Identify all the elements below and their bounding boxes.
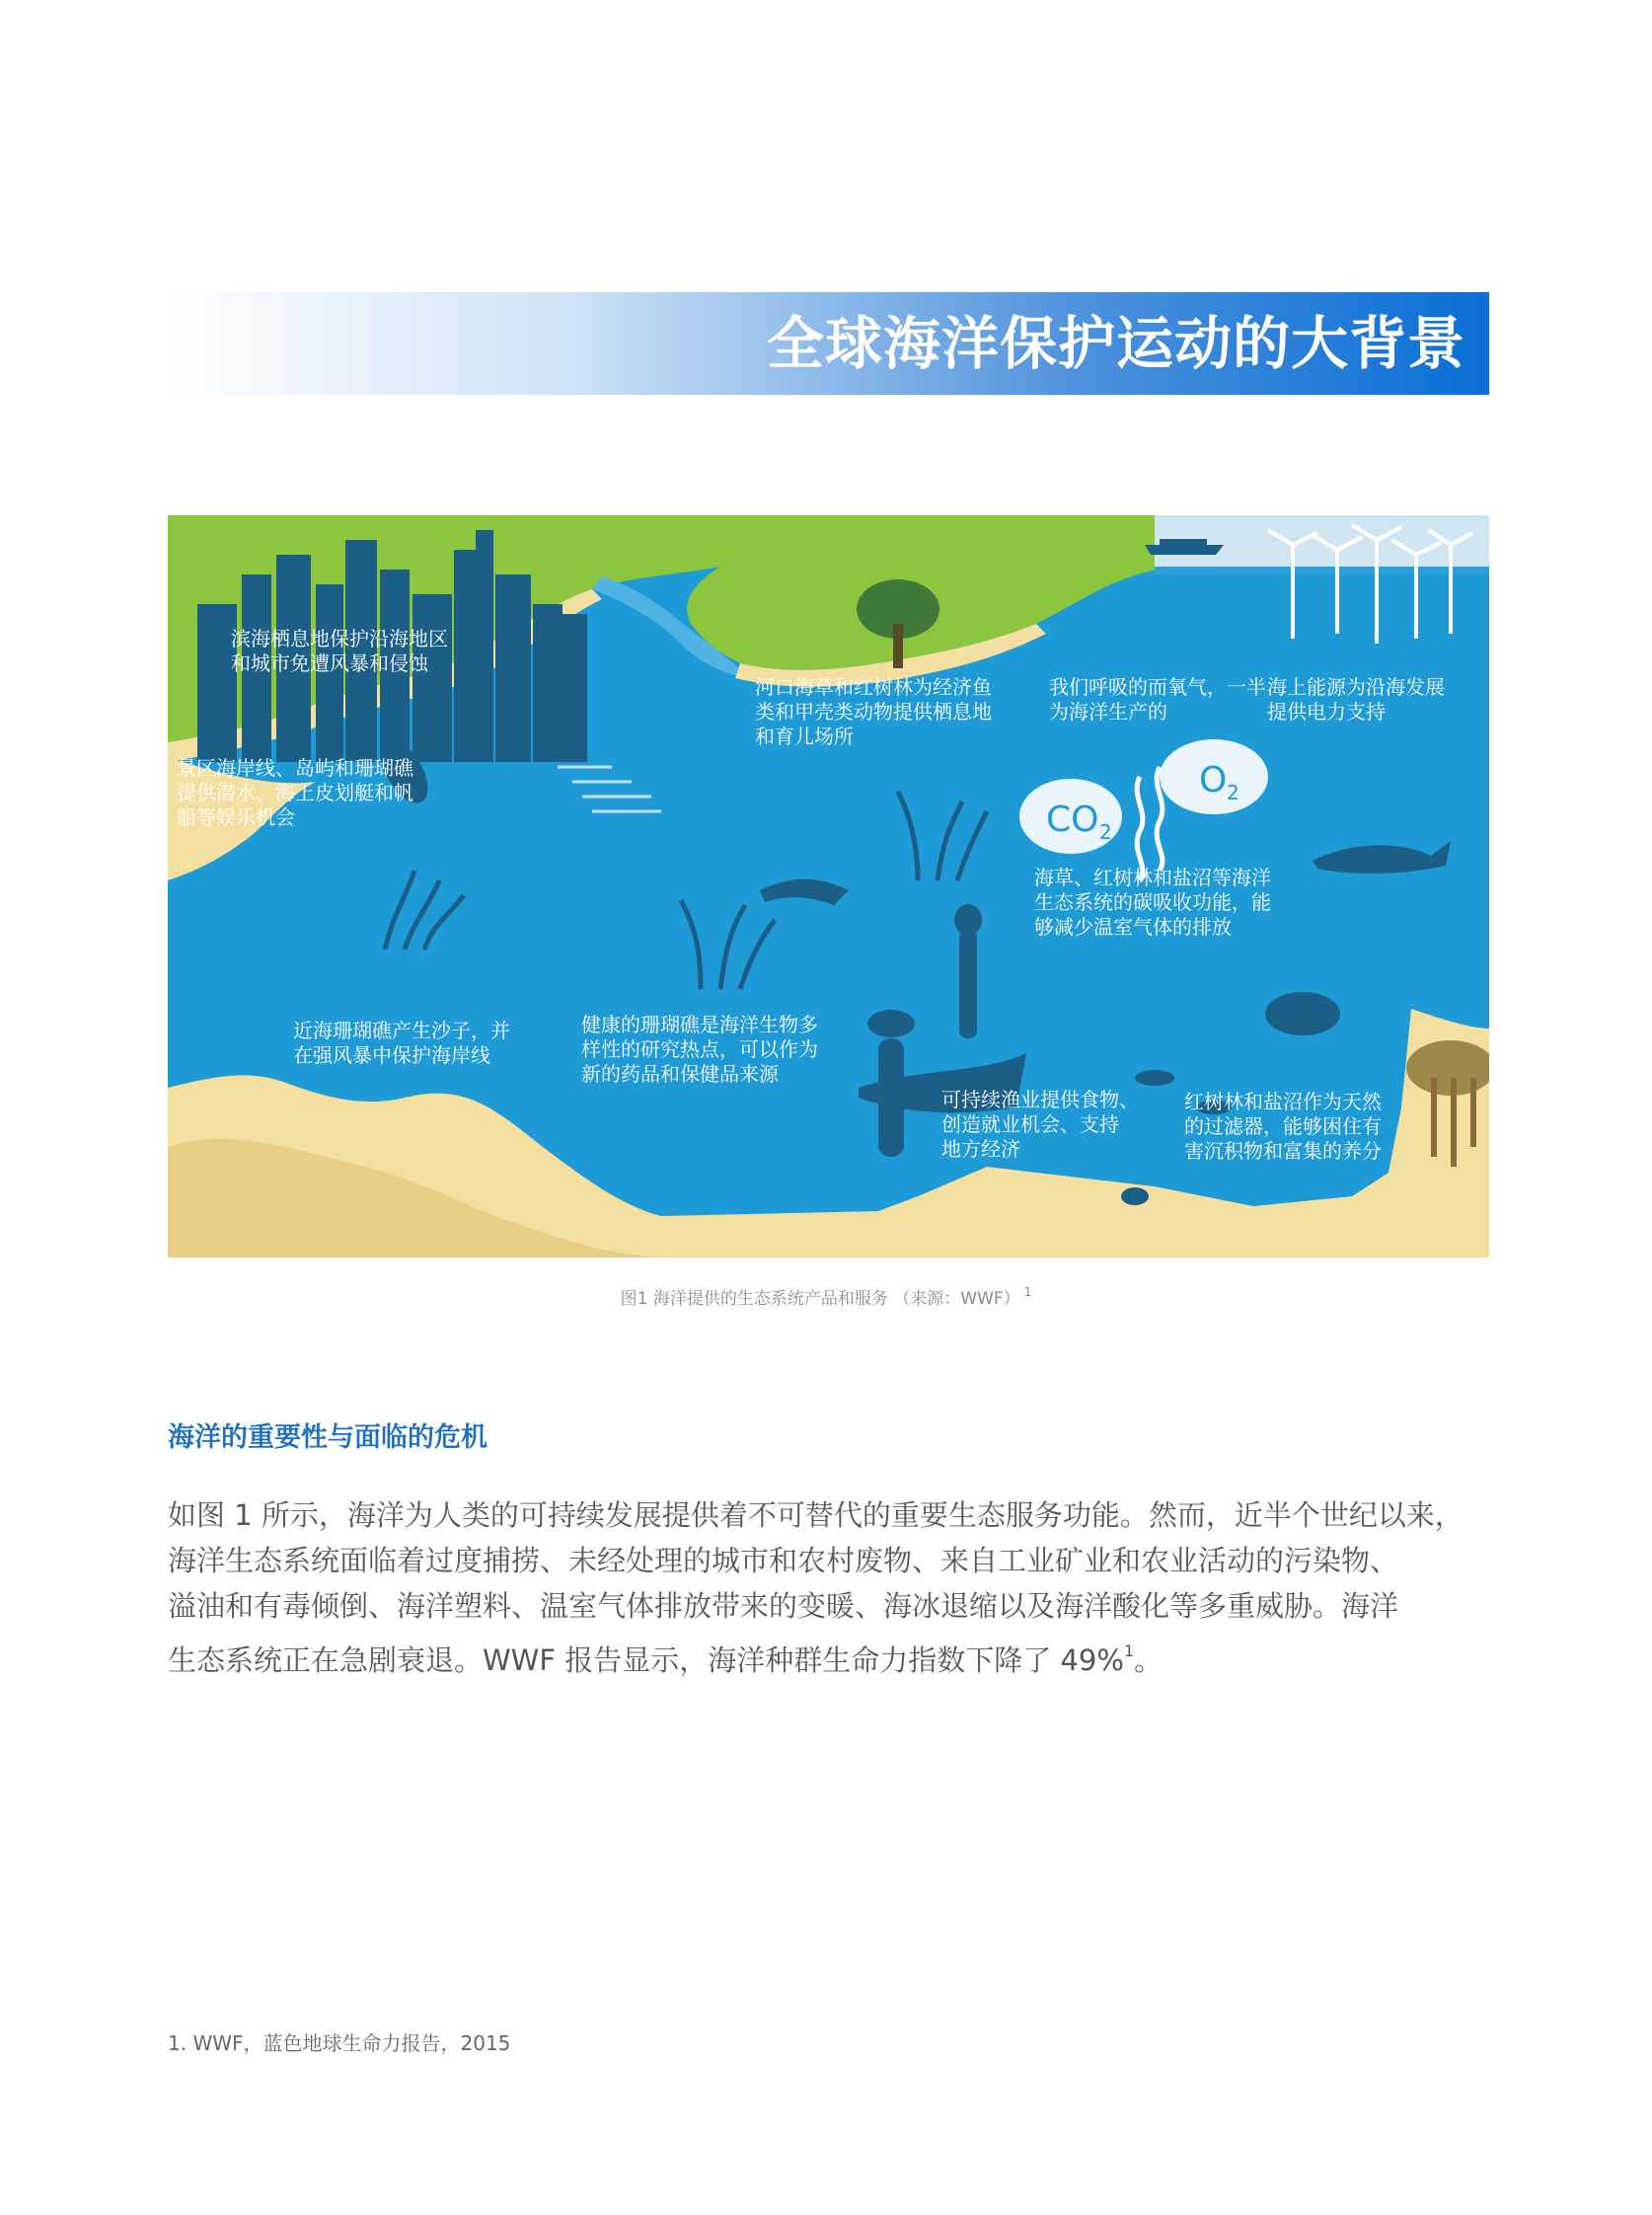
ship <box>1145 545 1224 555</box>
paragraph-line: 溢油和有毒倾倒、海洋塑料、温室气体排放带来的变暖、海冰退缩以及海洋酸化等多重威胁。海洋 <box>168 1589 1399 1623</box>
caption-reference: 1 <box>1023 1285 1032 1299</box>
annotation-sand: 近海珊瑚礁产生沙子，并 在强风暴中保护海岸线 <box>293 1019 510 1067</box>
annotation-coral-research: 健康的珊瑚礁是海洋生物多 样性的研究热点，可以作为 新的药品和保健品来源 <box>581 1013 818 1086</box>
ocean-services-illustration <box>168 515 1489 1258</box>
paragraph-line: 海洋生态系统面临着过度捕捞、未经处理的城市和农村废物、来自工业矿业和农业活动的污染物、 <box>168 1544 1399 1577</box>
body-paragraph <box>168 1492 1495 1683</box>
o2-label: O <box>1199 760 1228 801</box>
figure-caption: 图1 海洋提供的生态系统产品和服务 （来源：WWF） $^1$ <box>620 1285 1032 1309</box>
annotation-coastal-city: 滨海栖息地保护沿海地区 和城市免遭风暴和侵蚀 <box>231 627 448 675</box>
annotation-filter: 红树林和盐沼作为天然 的过滤器，能够困住有 害沉积物和富集的养分 <box>1184 1090 1382 1163</box>
annotation-estuary: 河口海草和红树林为经济鱼 类和甲壳类动物提供栖息地 和育儿场所 <box>755 675 992 748</box>
co2-label: CO <box>1046 800 1099 840</box>
paragraph-line: 如图 1 所示，海洋为人类的可持续发展提供着不可替代的重要生态服务功能。然而，近半个世纪以来， <box>168 1498 1464 1532</box>
annotation-energy: 海上能源为沿海发展 提供电力支持 <box>1267 675 1445 724</box>
o2-subscript: 2 <box>1227 781 1239 804</box>
paragraph-reference: 1 <box>1123 1642 1135 1660</box>
annotation-fishery: 可持续渔业提供食物、 创造就业机会、支持 地方经济 <box>941 1088 1139 1161</box>
title-banner <box>168 292 1489 395</box>
annotation-oxygen: 我们呼吸的而氧气，一半 为海洋生产的 <box>1049 675 1266 724</box>
co2-subscript: 2 <box>1099 820 1112 844</box>
section-heading: 海洋的重要性与面临的危机 <box>168 1422 488 1453</box>
annotation-carbon: 海草、红树林和盐沼等海洋 生态系统的碳吸收功能，能 够减少温室气体的排放 <box>1034 866 1271 939</box>
page-title: 全球海洋保护运动的大背景 <box>766 310 1465 377</box>
footnote: 1. WWF，蓝色地球生命力报告，2015 <box>168 2031 511 2055</box>
annotation-recreation: 景区海岸线、岛屿和珊瑚礁 提供潜水、海上皮划艇和帆 船等娱乐机会 <box>177 756 413 829</box>
paragraph-line-last: 生态系统正在急剧衰退。WWF 报告显示，海洋种群生命力指数下降了 49%$^1$。 <box>168 1642 1164 1677</box>
